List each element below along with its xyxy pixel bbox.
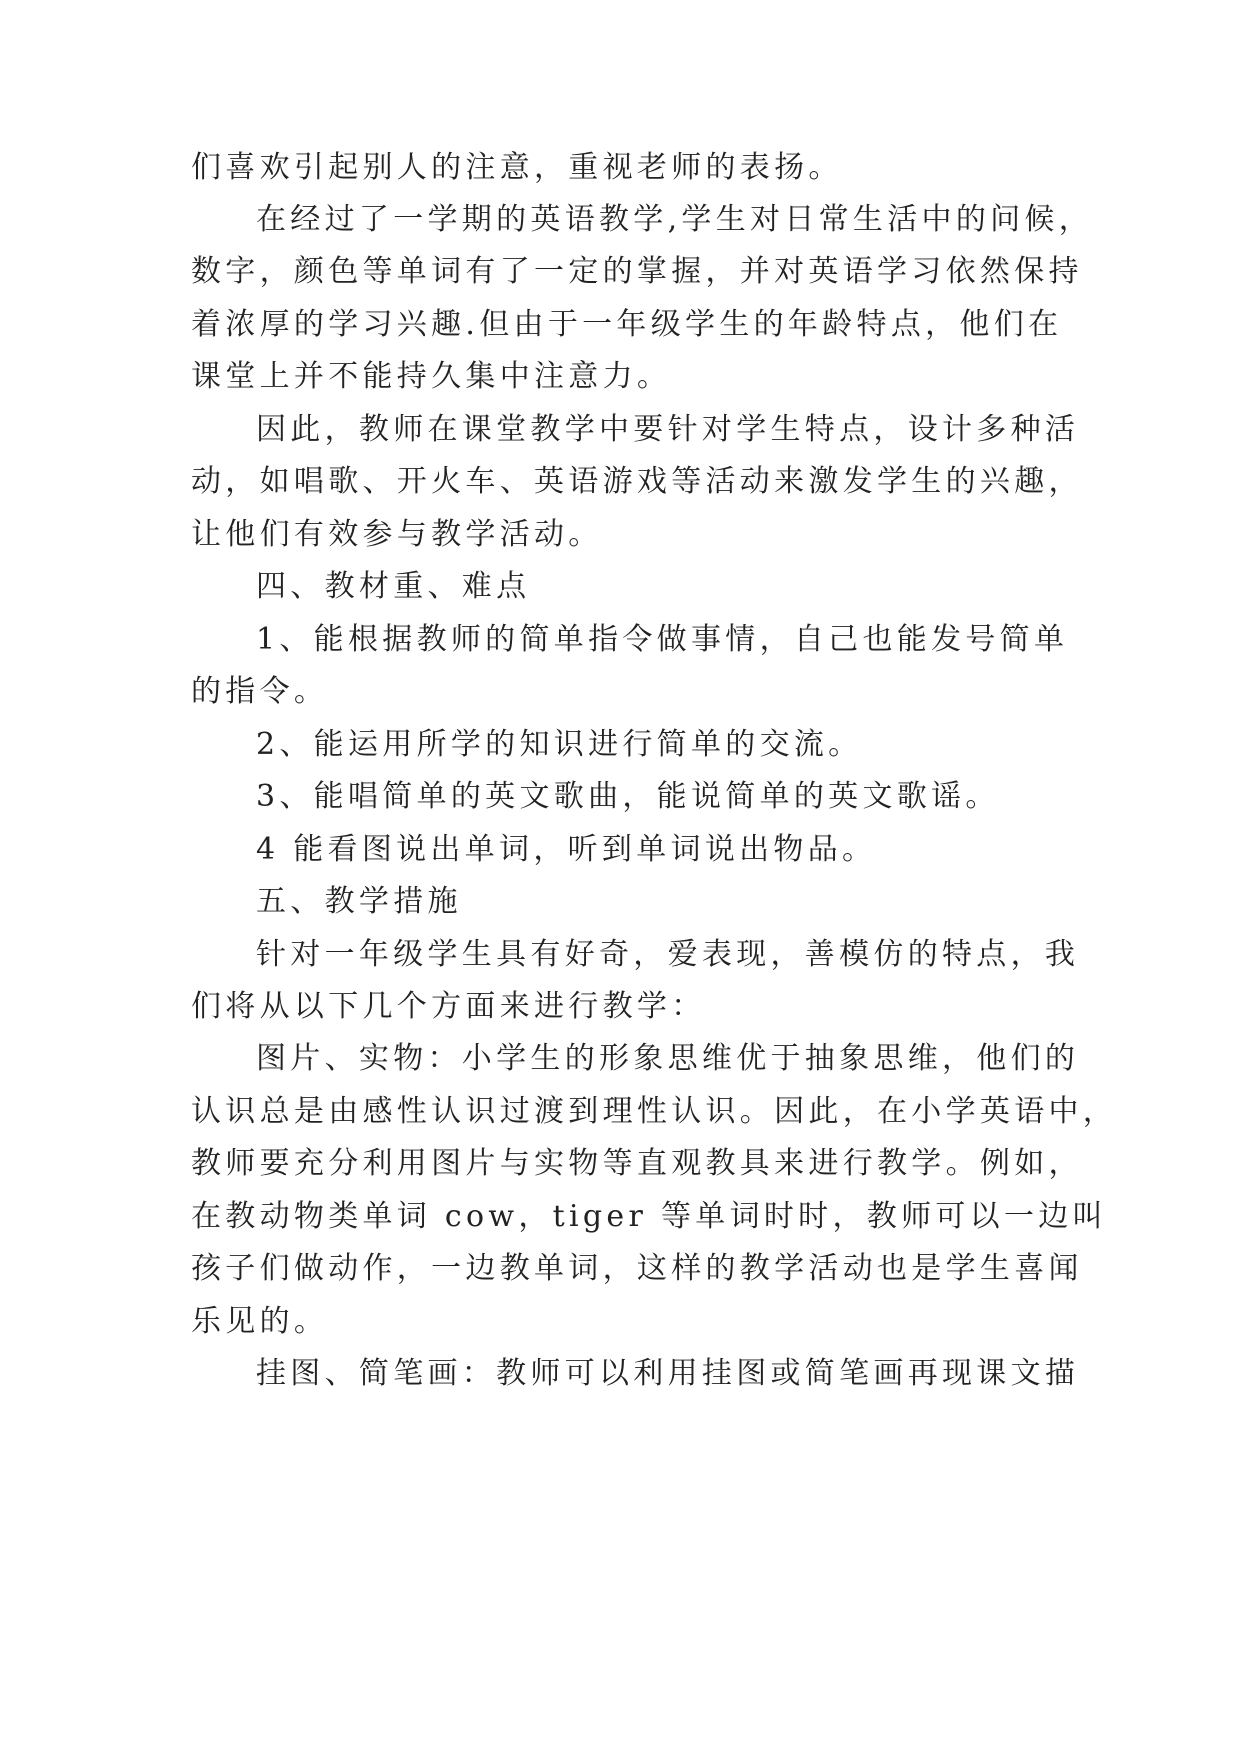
paragraph-start: 因此，教师在课堂教学中要针对学生特点，设计多种活 (256, 412, 1080, 447)
paragraph-start: 挂图、简笔画：教师可以利用挂图或简笔画再现课文描 (256, 1356, 1080, 1391)
text-line: 乐见的。 (191, 1304, 329, 1339)
text-line: 的指令。 (191, 674, 329, 709)
text-line: 让他们有效参与教学活动。 (191, 517, 603, 552)
list-item: 4 能看图说出单词，听到单词说出物品。 (256, 832, 877, 867)
paragraph-start: 图片、实物：小学生的形象思维优于抽象思维，他们的 (256, 1041, 1080, 1076)
text-line: 在教动物类单词 cow，tiger 等单词时时，教师可以一边叫 (191, 1199, 1107, 1234)
text-line: 动，如唱歌、开火车、英语游戏等活动来激发学生的兴趣， (191, 464, 1083, 499)
text-line: 认识总是由感性认识过渡到理性认识。因此，在小学英语中， (191, 1094, 1118, 1129)
list-item: 1、能根据教师的简单指令做事情，自己也能发号简单 (256, 622, 1069, 657)
section-heading: 四、教材重、难点 (256, 569, 531, 604)
text-line: 们将从以下几个方面来进行教学： (191, 989, 706, 1024)
text-line: 数字，颜色等单词有了一定的掌握，并对英语学习依然保持 (191, 254, 1083, 289)
text-line: 孩子们做动作，一边教单词，这样的教学活动也是学生喜闻 (191, 1251, 1083, 1286)
section-heading: 五、教学措施 (256, 884, 462, 919)
list-item: 3、能唱简单的英文歌曲，能说简单的英文歌谣。 (256, 779, 1000, 814)
text-line: 着浓厚的学习兴趣.但由于一年级学生的年龄特点，他们在 (191, 307, 1063, 342)
paragraph-start: 针对一年级学生具有好奇，爱表现，善模仿的特点，我 (256, 937, 1080, 972)
text-line: 教师要充分利用图片与实物等直观教具来进行教学。例如， (191, 1146, 1083, 1181)
text-line: 课堂上并不能持久集中注意力。 (191, 359, 672, 394)
text-line: 们喜欢引起别人的注意，重视老师的表扬。 (191, 150, 843, 185)
list-item: 2、能运用所学的知识进行简单的交流。 (256, 727, 863, 762)
paragraph-start: 在经过了一学期的英语教学,学生对日常生活中的问候， (256, 202, 1094, 237)
